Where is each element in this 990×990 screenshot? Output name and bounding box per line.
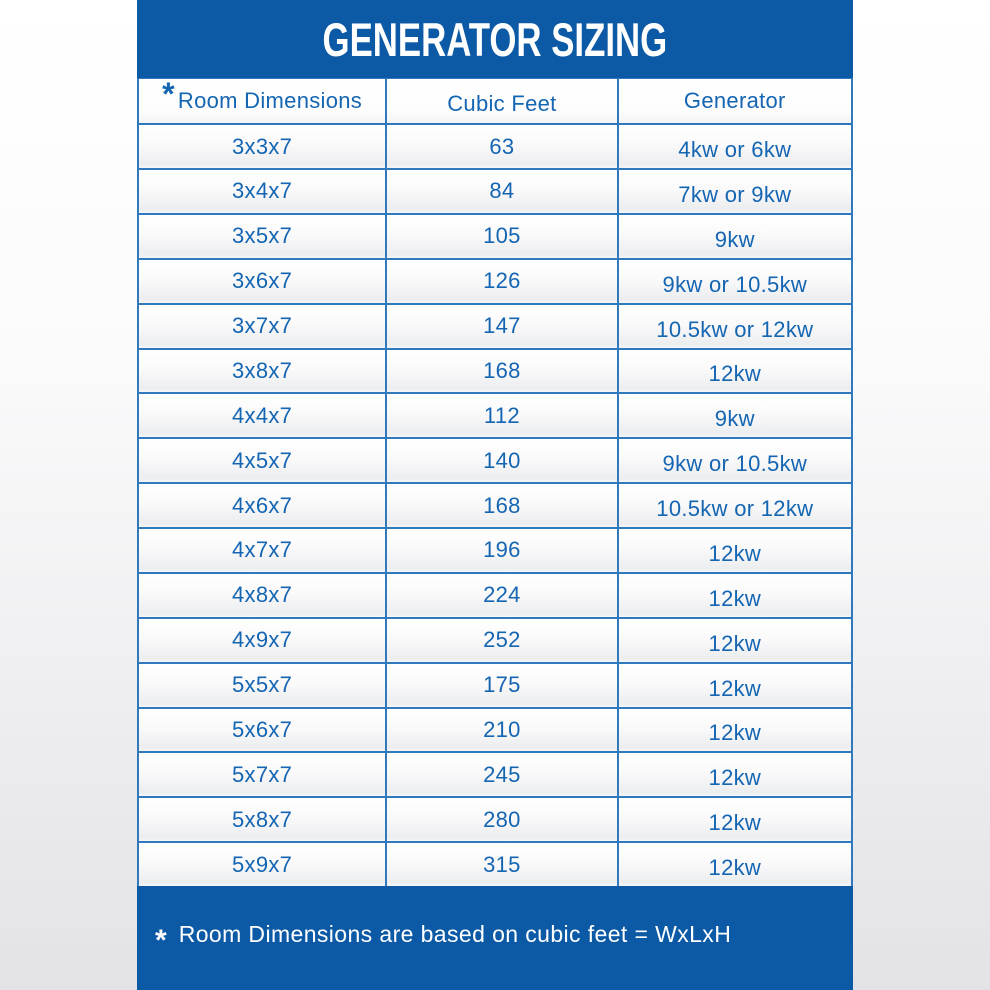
cell-cubic-feet: 252 (385, 619, 616, 662)
cell-generator: 9kw or 10.5kw (617, 439, 851, 482)
cell-room-dimensions: 4x7x7 (232, 537, 293, 563)
table-row (139, 527, 851, 572)
cell-cubic-feet: 147 (385, 305, 616, 348)
cell-cubic-feet: 140 (385, 439, 616, 482)
cell-room-dimensions: 3x5x7 (232, 223, 293, 249)
sizing-panel (137, 0, 853, 990)
cell-room-dimensions: 5x7x7 (232, 761, 293, 787)
cell-room-dimensions: 5x8x7 (232, 806, 293, 832)
cell-cubic-feet: 196 (385, 529, 616, 572)
cell-room-dimensions: 5x6x7 (232, 716, 293, 742)
cell-cubic-feet: 210 (385, 709, 616, 752)
cell-room-dimensions: 3x8x7 (232, 357, 293, 383)
cell-room-dimensions: 3x4x7 (232, 178, 293, 204)
table-row (139, 662, 851, 707)
cell-generator: 12kw (617, 350, 851, 393)
table-row (139, 796, 851, 841)
table-row (139, 437, 851, 482)
cell-generator: 12kw (617, 843, 851, 886)
cell-generator: 12kw (617, 574, 851, 617)
table-row (139, 168, 851, 213)
cell-cubic-feet: 168 (385, 350, 616, 393)
table-row (139, 123, 851, 168)
table-row (139, 841, 851, 886)
table-row (139, 392, 851, 437)
cell-room-dimensions: 4x5x7 (232, 447, 293, 473)
cell-cubic-feet: 112 (385, 394, 616, 437)
table-header-row (139, 75, 851, 123)
cell-generator: 12kw (617, 664, 851, 707)
footnote-asterisk: * (155, 924, 167, 957)
cell-room-dimensions: 5x9x7 (232, 851, 293, 877)
table-row (139, 213, 851, 258)
generator-sizing-table (137, 75, 853, 886)
cell-generator: 4kw or 6kw (617, 125, 851, 168)
cell-cubic-feet: 84 (385, 170, 616, 213)
cell-cubic-feet: 224 (385, 574, 616, 617)
table-row (139, 572, 851, 617)
title-banner (137, 0, 853, 78)
footnote-text: Room Dimensions are based on cubic feet = WxLxH (178, 920, 732, 947)
cell-generator: 9kw (617, 394, 851, 437)
cell-cubic-feet: 315 (385, 843, 616, 886)
cell-generator: 12kw (617, 798, 851, 841)
table-row (139, 348, 851, 393)
cell-generator: 10.5kw or 12kw (617, 305, 851, 348)
cell-generator: 12kw (617, 619, 851, 662)
table-row (139, 303, 851, 348)
cell-cubic-feet: 105 (385, 215, 616, 258)
cell-generator: 9kw (617, 215, 851, 258)
column-header-cubic-feet (385, 79, 616, 123)
table-row (139, 482, 851, 527)
cell-room-dimensions: 4x6x7 (232, 492, 293, 518)
cell-cubic-feet: 126 (385, 260, 616, 303)
header-asterisk: * (162, 75, 175, 112)
column-header-room-dimensions (139, 75, 385, 123)
cell-room-dimensions: 3x3x7 (232, 133, 293, 159)
cell-generator: 9kw or 10.5kw (617, 260, 851, 303)
cell-generator: 7kw or 9kw (617, 170, 851, 213)
column-header-cubic-feet-label: Cubic Feet (447, 91, 557, 117)
cell-room-dimensions: 5x5x7 (232, 672, 293, 698)
cell-room-dimensions: 4x8x7 (232, 582, 293, 608)
cell-generator: 12kw (617, 529, 851, 572)
cell-generator: 12kw (617, 753, 851, 796)
table-row (139, 258, 851, 303)
table-row (139, 751, 851, 796)
column-header-generator (617, 79, 851, 123)
page-title: GENERATOR SIZING (322, 12, 668, 66)
column-header-generator-label: Generator (683, 88, 786, 114)
cell-generator: 12kw (617, 709, 851, 752)
cell-generator: 10.5kw or 12kw (617, 484, 851, 527)
column-header-room-dimensions-label: Room Dimensions (177, 88, 363, 114)
cell-room-dimensions: 4x4x7 (232, 402, 293, 428)
cell-cubic-feet: 175 (385, 664, 616, 707)
table-row (139, 617, 851, 662)
table-row (139, 707, 851, 752)
cell-room-dimensions: 3x7x7 (232, 313, 293, 339)
cell-room-dimensions: 3x6x7 (232, 268, 293, 294)
cell-cubic-feet: 245 (385, 753, 616, 796)
footnote-bar (137, 886, 853, 990)
cell-cubic-feet: 280 (385, 798, 616, 841)
cell-cubic-feet: 168 (385, 484, 616, 527)
cell-room-dimensions: 4x9x7 (232, 627, 293, 653)
cell-cubic-feet: 63 (385, 125, 616, 168)
